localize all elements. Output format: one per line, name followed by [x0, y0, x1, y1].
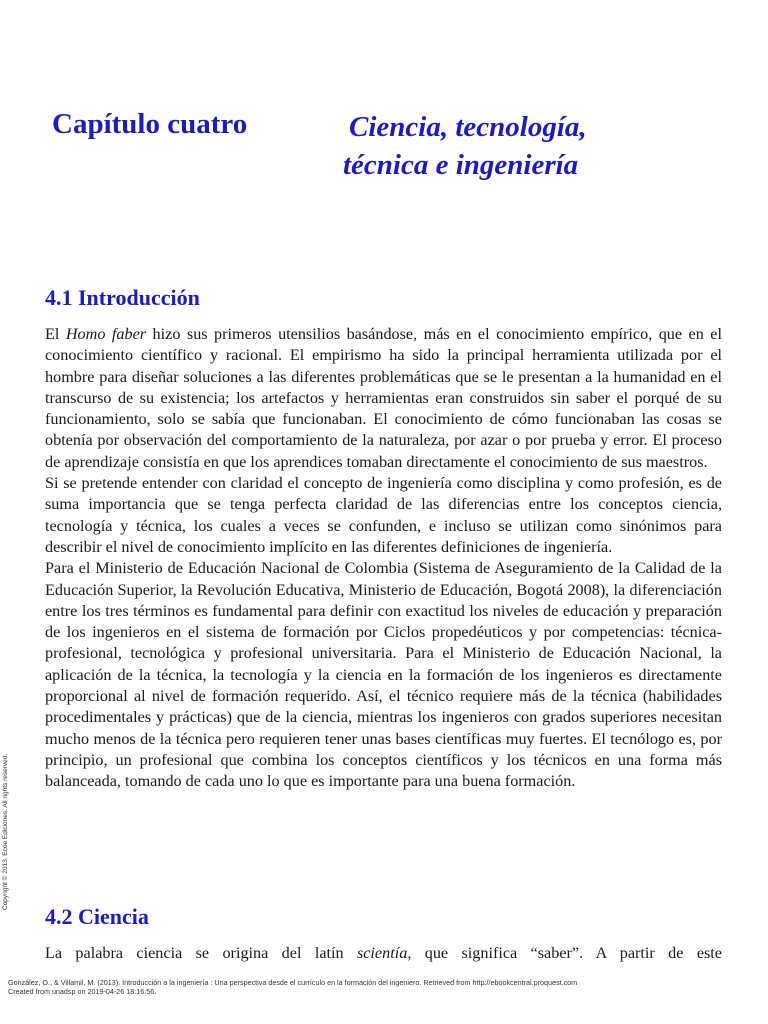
- paragraph: Para el Ministerio de Educación Nacional de Colombia (Sistema de Aseguramiento de la Calidad de la Educación Superior, la Revolución Educativa, Ministerio de Educación, Bogotá 2008), la diferenciación entre los tres términos es fundamental para definir con exactitud los niveles de educación y preparación de los ingenieros en el sistema de formación por Ciclos propedéuticos y por competencias: técnica-profesional, tecnológica y profesional universitaria. Para el Ministerio de Educación Nacional, la aplicación de la técnica, la tecnología y la ciencia en la formación de los ingenieros es directamente proporcional al nivel de formación requerido. Así, el técnico requiere más de la técnica (habilidades procedimentales y prácticas) que de la ciencia, mientras los ingenieros con grados superiores necesitan mucho menos de la técnica pero requieren tener unas bases científicas muy fuertes. El tecnólogo es, por principio, un profesional que combina los conceptos científicos y los técnicos en una forma más balanceada, tomando de cada uno lo que es importante para una buena formación.: [45, 559, 722, 791]
- chapter-title-line-2: técnica e ingeniería: [343, 149, 579, 181]
- section-heading-introduccion: 4.1 Introducción: [45, 285, 200, 310]
- paragraph: [45, 943, 722, 964]
- footer-created: Created from unadsp on 2019-04-26 18:16:56.: [8, 987, 157, 996]
- footer-citation: González, O., & Villamil, M. (2013). Introducción a la ingeniería : Una perspectiva desde el currículo en la formación del ingeniero. Retrieved from http://ebookcentral.proquest.com: [8, 978, 578, 987]
- chapter-title-line-1: Ciencia, tecnología,: [349, 111, 587, 143]
- chapter-title: [343, 108, 587, 184]
- section-body-introduccion: [45, 324, 722, 793]
- section-heading-ciencia: 4.2 Ciencia: [45, 904, 149, 929]
- chapter-label: Capítulo cuatro: [52, 108, 248, 140]
- paragraph-text: , que significa “saber”. A partir de este: [407, 944, 722, 962]
- section-body-ciencia: [45, 943, 722, 964]
- paragraph: [45, 324, 722, 473]
- side-copyright-notice: Copyright © 2013. Ecoe Ediciones. All rights reserved.: [2, 753, 9, 910]
- paragraph-text: La palabra ciencia se origina del latín: [45, 944, 357, 962]
- paragraph-italic-term: scientía: [356, 944, 408, 962]
- paragraph-text: El: [45, 325, 66, 343]
- paragraph-italic-term: Homo faber: [65, 325, 147, 343]
- page-footer: [8, 978, 577, 996]
- paragraph-text: hizo sus primeros utensilios basándose, más en el conocimiento empírico, que en el conocimiento científico y racional. El empirismo ha sido la principal herramienta utilizada por el hombre para diseñar soluciones a las diferentes problemáticas que se le presentan a la humanidad en el transcurso de su existencia; los artefactos y herramientas eran construidos sin saber el porqué de su funcionamiento, solo se sabía que funcionaban. El conocimiento de cómo funcionaban las cosas se obtenía por observación del comportamiento de la naturaleza, por azar o por prueba y error. El proceso de aprendizaje consistía en que los aprendices tomaban directamente el conocimiento de sus maestros.: [45, 325, 722, 471]
- paragraph: Si se pretende entender con claridad el concepto de ingeniería como disciplina y como profesión, es de suma importancia que se tenga perfecta claridad de las diferencias entre los conceptos ciencia, tecnología y técnica, los cuales a veces se confunden, e incluso se utilizan como sinónimos para describir el nivel de conocimiento implícito en las diferentes definiciones de ingeniería.: [45, 474, 722, 556]
